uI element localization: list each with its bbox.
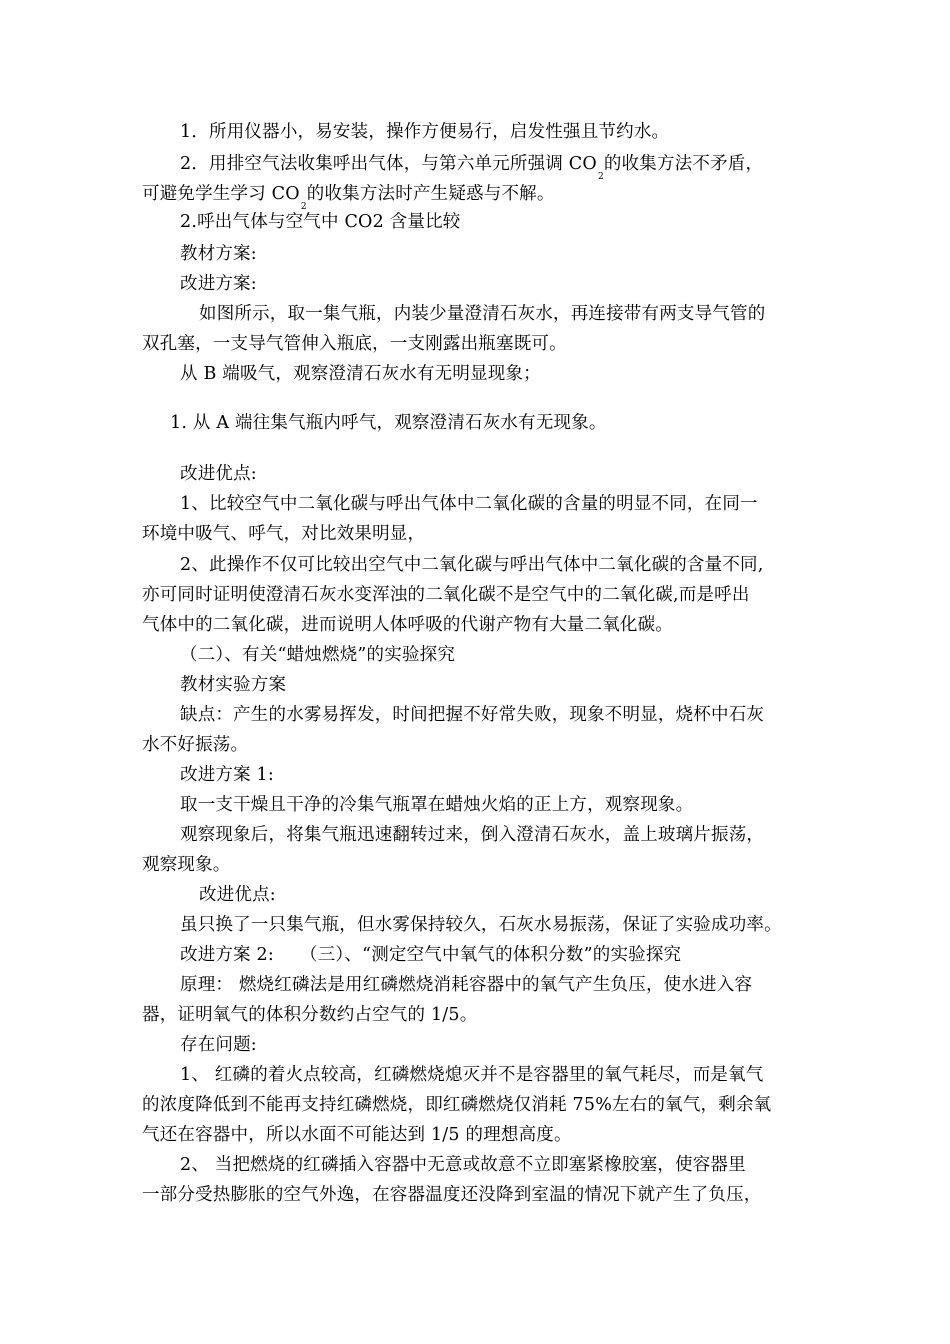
text-line: 1、 红磷的着火点较高，红磷燃烧熄灭并不是容器里的氧气耗尽，而是氧气 (180, 1065, 764, 1085)
text-line: 一部分受热膨胀的空气外逸，在容器温度还没降到室温的情况下就产生了负压， (142, 1185, 762, 1205)
text-line: 观察现象。 (142, 855, 231, 875)
text-line: 原理： 燃烧红磷法是用红磷燃烧消耗容器中的氧气产生负压，使水进入容 (180, 975, 753, 995)
text-line: 观察现象后，将集气瓶迅速翻转过来，倒入澄清石灰水，盖上玻璃片振荡， (180, 825, 765, 845)
text-line (180, 153, 764, 182)
section-heading: （二）、有关“蜡烛燃烧”的实验探究 (180, 645, 456, 665)
text-line (142, 183, 555, 212)
text-line: 取一支干燥且干净的冷集气瓶罩在蜡烛火焰的正上方，观察现象。 (180, 795, 694, 815)
text-line: 虽只换了一只集气瓶，但水雾保持较久，石灰水易振荡，保证了实验成功率。 (180, 915, 782, 935)
text-line: 2、 当把燃烧的红磷插入容器中无意或故意不立即塞紧橡胶塞，使容器里 (180, 1155, 746, 1175)
subscript: 2 (300, 202, 307, 212)
subscript: 2 (597, 172, 604, 182)
text-line: 如图所示，取一集气瓶，内装少量澄清石灰水，再连接带有两支导气管的 (199, 304, 766, 324)
text-line: 改进优点: (199, 885, 276, 905)
text-span: 的收集方法不矛盾， (603, 154, 764, 174)
text-span: 可避免学生学习 CO (142, 184, 300, 204)
text-line: 改进方案 1: (180, 765, 274, 785)
text-line: 双孔塞，一支导气管伸入瓶底，一支刚露出瓶塞既可。 (142, 334, 567, 354)
text-line: 气还在容器中，所以水面不可能达到 1/5 的理想高度。 (142, 1125, 572, 1145)
text-line: 的浓度降低到不能再支持红磷燃烧，即红磷燃烧仅消耗 75%左右的氧气，剩余氧 (142, 1095, 772, 1115)
text-line: 2.呼出气体与空气中 CO2 含量比较 (180, 212, 461, 232)
text-line: 亦可同时证明使澄清石灰水变浑浊的二氧化碳不是空气中的二氧化碳,而是呼出 (142, 585, 750, 605)
text-line: 2、此操作不仅可比较出空气中二氧化碳与呼出气体中二氧化碳的含量不同, (180, 555, 764, 575)
text-line (180, 944, 681, 966)
text-line: 改进优点: (180, 464, 257, 484)
text-line: 从 B 端吸气，观察澄清石灰水有无明显现象； (180, 364, 541, 384)
text-line: 1．所用仪器小，易安装，操作方便易行，启发性强且节约水。 (180, 122, 670, 142)
text-line: 存在问题: (180, 1035, 257, 1055)
section-heading: （三）、“测定空气中氧气的体积分数”的实验探究 (300, 945, 682, 965)
text-line: 1. 从 A 端往集气瓶内呼气，观察澄清石灰水有无现象。 (170, 413, 607, 433)
text-line: 改进方案: (180, 274, 257, 294)
text-line: 教材方案: (180, 244, 257, 264)
text-line: 教材实验方案 (180, 675, 287, 695)
text-line: 缺点：产生的水雾易挥发，时间把握不好常失败，现象不明显，烧杯中石灰 (180, 705, 765, 725)
text-line: 器，证明氧气的体积分数约占空气的 1/5。 (142, 1005, 478, 1025)
text-span: 的收集方法时产生疑惑与不解。 (306, 184, 555, 204)
text-line: 气体中的二氧化碳，进而说明人体呼吸的代谢产物有大量二氧化碳。 (142, 615, 673, 635)
text-span: 改进方案 2: (180, 945, 274, 965)
text-line: 水不好振荡。 (142, 735, 249, 755)
text-line: 环境中吸气、呼气，对比效果明显， (142, 524, 426, 544)
text-span: 2．用排空气法收集呼出气体，与第六单元所强调 CO (180, 154, 597, 174)
text-line: 1、比较空气中二氧化碳与呼出气体中二氧化碳的含量的明显不同，在同一 (180, 494, 758, 514)
